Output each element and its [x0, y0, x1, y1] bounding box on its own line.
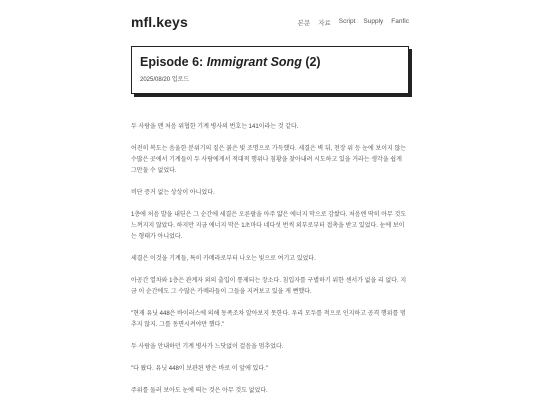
episode-title-prefix: Episode 6:	[140, 55, 207, 69]
paragraph: 세결은 이것을 기계들, 특히 카메라로부터 나오는 빛으로 여기고 있었다.	[131, 256, 316, 262]
paragraph: 두 사람을 안내하던 기계 병사가 느닷없이 걸음을 멈추었다.	[131, 344, 284, 350]
paragraph: 1층에 처음 발을 내딛은 그 순간에 세결은 오른팔을 아주 얇은 에너지 막으로 감쌌다. 처음엔 딱히 아무 것도 느껴지지 않았다. 하지만 지금 에너지 막은 1초마다 네다섯 번씩 외부로부터 접촉을 받고 있었다. 눈에 보이는 형태가 아니었다.	[131, 212, 407, 240]
nav-link-supply[interactable]: Supply	[363, 18, 384, 25]
paragraph: "현재 유닛 448은 바이러스에 의해 동족조차 알아보지 못한다. 우리 모두를 적으로 인지하고 공격 행위를 멈추지 않지. 그를 동면시켜야만 했다."	[131, 311, 406, 328]
nav-link-main[interactable]: 본문	[297, 20, 311, 27]
paragraph: "다 왔다. 유닛 448이 보관된 방은 바로 이 앞에 있다."	[131, 366, 268, 372]
nav-link-script[interactable]: Script	[338, 18, 356, 25]
nav-link-materials[interactable]: 자료	[318, 20, 331, 27]
upload-date: 2025/08/20 업로드	[140, 77, 190, 83]
episode-header-card	[131, 46, 409, 94]
site-title[interactable]: mfl.keys	[131, 14, 188, 30]
paragraph: 비단 증거 없는 상상이 아니었다.	[131, 190, 215, 196]
main-nav	[298, 18, 409, 27]
episode-title-song: Immigrant Song	[206, 55, 302, 69]
nav-link-fanfic[interactable]: Fanfic	[391, 18, 409, 25]
paragraph: 어전히 복도는 음울한 분위기의 짙은 붉은 빛 조명으로 가득했다. 세결은 벽 뒤, 천장 위 등 눈에 보이지 않는 수많은 곳에서 기계들이 두 사람에게서 적대적 행위나 침황을 찾아내려 시도하고 있을 거라는 생각을 쉽게 그만둘 수 없었다.	[131, 146, 407, 174]
paragraph: 주위를 둘러 보아도 눈에 띄는 것은 아무 것도 없었다.	[131, 388, 268, 394]
story-content	[131, 122, 409, 408]
episode-title-suffix: (2)	[301, 55, 321, 69]
paragraph: 두 사람을 맨 처음 위협한 기계 병사의 번호는 141이라는 것 같다.	[131, 124, 299, 130]
episode-title	[140, 55, 321, 69]
paragraph: 아공간 열차와 1층은 관계자 외의 출입이 통제되는 장소다. 침입자를 구별하기 위한 센서가 없을 리 없다. 지금 이 순간에도 그 수많은 카메라들이 그들을 지켜보고 있을 게 뻔했다.	[131, 278, 407, 295]
